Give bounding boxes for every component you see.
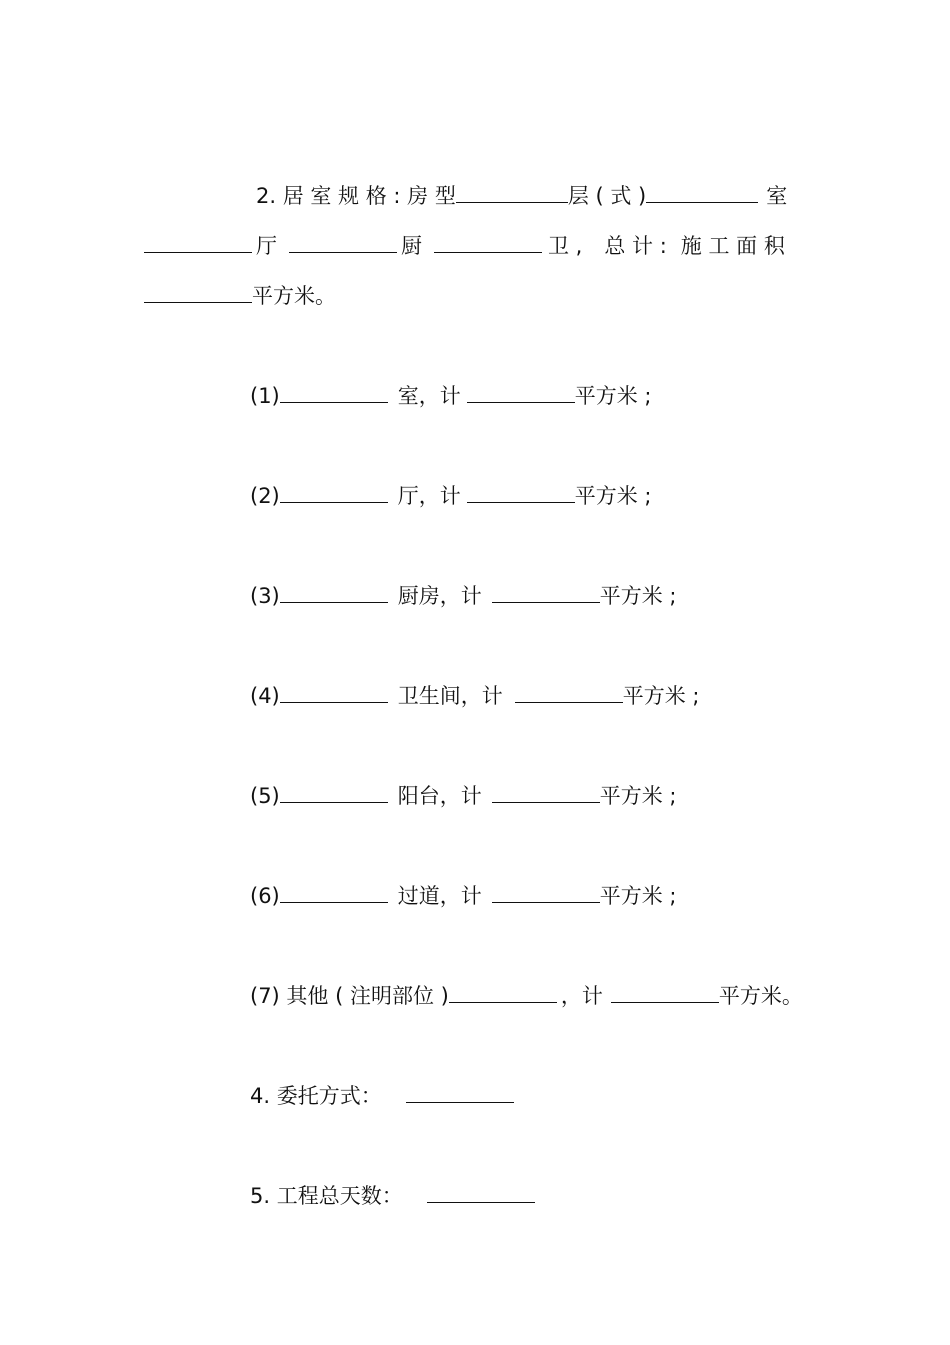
room-name: 过道，计 (397, 884, 482, 908)
spec-line-3 (144, 280, 336, 308)
entrust-label: 4. 委托方式： (250, 1084, 382, 1108)
other-unit: 平方米。 (718, 984, 803, 1008)
spec-kitchen-label: 厨 (401, 234, 422, 258)
other-line (250, 980, 803, 1008)
blank-field[interactable] (434, 230, 542, 253)
room-line (250, 580, 677, 608)
blank-field[interactable] (280, 680, 388, 703)
blank-field[interactable] (280, 580, 388, 603)
blank-field[interactable] (144, 230, 252, 253)
room-unit: 平方米 ; (574, 484, 652, 508)
spec-bath-label: 卫 , (548, 234, 583, 258)
days-label: 5. 工程总天数： (250, 1184, 403, 1208)
days-line (250, 1180, 535, 1208)
room-unit: 平方米 ; (574, 384, 652, 408)
entrust-line (250, 1080, 514, 1108)
room-unit: 平方米 ; (599, 884, 677, 908)
spec-line-1 (256, 180, 787, 208)
room-unit: 平方米 ; (599, 784, 677, 808)
blank-field[interactable] (492, 880, 600, 903)
blank-field[interactable] (280, 380, 388, 403)
blank-field[interactable] (492, 580, 600, 603)
room-line (250, 880, 677, 908)
spec-hall-label: 厅 (256, 234, 277, 258)
other-mid: ，计 (560, 984, 603, 1008)
blank-field[interactable] (144, 280, 252, 303)
blank-field[interactable] (427, 1180, 535, 1203)
room-name: 厅，计 (397, 484, 461, 508)
blank-field[interactable] (467, 380, 575, 403)
room-line (250, 480, 652, 508)
blank-field[interactable] (406, 1080, 514, 1103)
blank-field[interactable] (646, 180, 758, 203)
room-line (250, 780, 677, 808)
room-name: 厨房，计 (397, 584, 482, 608)
room-name: 阳台，计 (397, 784, 482, 808)
room-name: 卫生间，计 (397, 684, 503, 708)
blank-field[interactable] (280, 880, 388, 903)
room-line (250, 680, 700, 708)
blank-field[interactable] (492, 780, 600, 803)
spec-floor-label: 层 ( 式 ) (567, 184, 647, 208)
spec-area-label: 施 工 面 积 (680, 234, 785, 258)
blank-field[interactable] (449, 980, 557, 1003)
room-unit: 平方米 ; (622, 684, 700, 708)
room-line (250, 380, 652, 408)
room-prefix: (5) (250, 784, 280, 808)
spec-label: 2. 居 室 规 格 : 房 型 (256, 184, 456, 208)
spec-total-label: 总 计 : (604, 234, 667, 258)
room-unit: 平方米 ; (599, 584, 677, 608)
room-prefix: (3) (250, 584, 280, 608)
blank-field[interactable] (289, 230, 397, 253)
spec-line-2 (144, 230, 785, 258)
spec-sqm-label: 平方米。 (252, 284, 336, 308)
other-prefix: (7) 其他 ( 注明部位 ) (250, 984, 449, 1008)
blank-field[interactable] (611, 980, 719, 1003)
blank-field[interactable] (467, 480, 575, 503)
blank-field[interactable] (456, 180, 568, 203)
blank-field[interactable] (280, 480, 388, 503)
room-prefix: (1) (250, 384, 280, 408)
blank-field[interactable] (515, 680, 623, 703)
room-name: 室，计 (397, 384, 461, 408)
spec-room-label: 室 (766, 184, 788, 208)
blank-field[interactable] (280, 780, 388, 803)
room-prefix: (2) (250, 484, 280, 508)
room-prefix: (4) (250, 684, 280, 708)
room-prefix: (6) (250, 884, 280, 908)
